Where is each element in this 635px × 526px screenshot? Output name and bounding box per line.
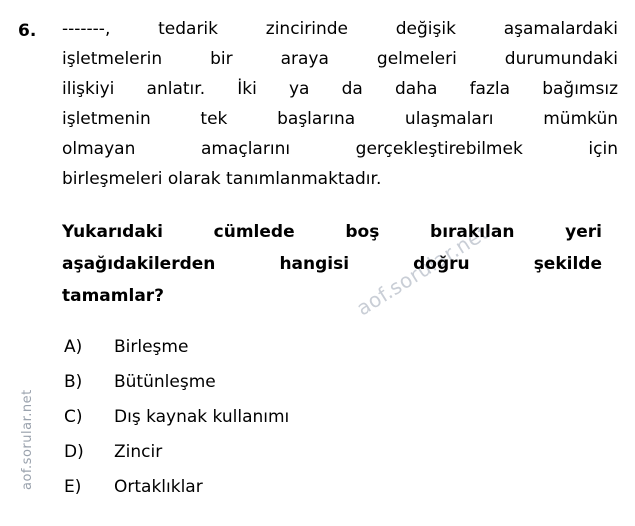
question-prompt-line: aşağıdakilerden hangisi doğru şekilde <box>62 254 602 274</box>
option-letter: A) <box>64 337 83 357</box>
option-e[interactable] <box>64 470 584 505</box>
question-text <box>62 14 618 194</box>
question-number: 6. <box>18 21 37 41</box>
question-prompt <box>62 216 602 312</box>
option-a[interactable] <box>64 330 584 365</box>
option-text: Birleşme <box>114 337 189 357</box>
left-watermark-text: aof.sorular.net <box>20 389 35 490</box>
question-text-line: olmayan amaçlarını gerçekleştirebilmek için <box>62 139 618 159</box>
option-letter: B) <box>64 372 83 392</box>
question-text-line: birleşmeleri olarak tanımlanmaktadır. <box>62 169 382 189</box>
option-letter: E) <box>64 477 82 497</box>
question-prompt-line: Yukarıdaki cümlede boş bırakılan yeri <box>62 222 602 242</box>
option-text: Dış kaynak kullanımı <box>114 407 290 427</box>
option-text: Bütünleşme <box>114 372 216 392</box>
question-text-line: işletmenin tek başlarına ulaşmaları mümkün <box>62 109 618 129</box>
option-b[interactable] <box>64 365 584 400</box>
option-text: Ortaklıklar <box>114 477 203 497</box>
option-d[interactable] <box>64 435 584 470</box>
answer-options <box>64 330 584 505</box>
option-letter: D) <box>64 442 84 462</box>
option-letter: C) <box>64 407 83 427</box>
option-text: Zincir <box>114 442 163 462</box>
question-text-line: ilişkiyi anlatır. İki ya da daha fazla bağımsız <box>62 79 618 99</box>
option-c[interactable] <box>64 400 584 435</box>
question-text-line: -------, tedarik zincirinde değişik aşamalardaki <box>62 19 618 39</box>
question-text-line: işletmelerin bir araya gelmeleri durumundaki <box>62 49 618 69</box>
diagonal-watermark: aof.sorular.net <box>352 220 493 321</box>
question-prompt-line: tamamlar? <box>62 286 165 306</box>
